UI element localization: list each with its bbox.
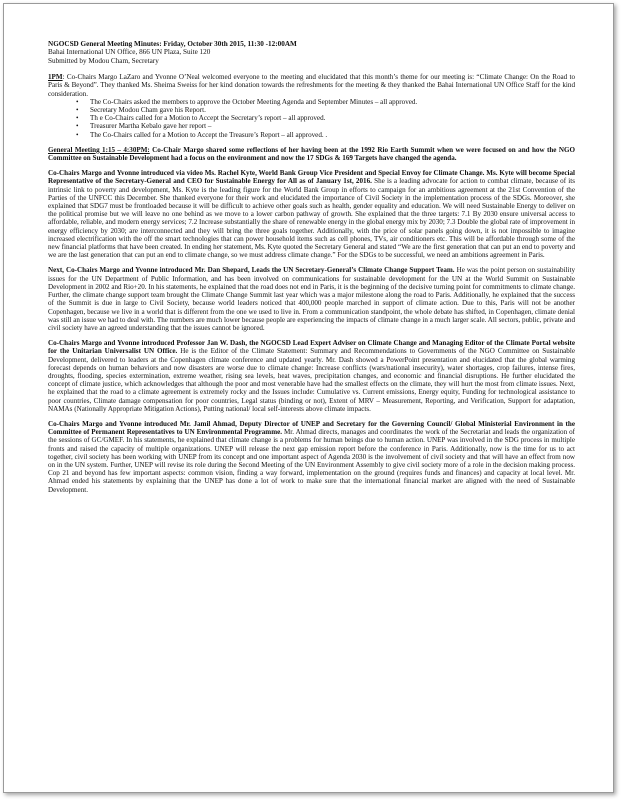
- session-1pm-paragraph: [48, 73, 575, 98]
- bullet-icon: •: [76, 130, 79, 139]
- bullet-icon: •: [76, 97, 79, 106]
- dash-section: [48, 339, 575, 413]
- ahmad-lead: Co-Chairs Margo and Yvonne introduced Mr. Jamil Ahmad, Deputy Director of UNEP and Secretary for the Governing Council/ Global Ministerial Environment in the Committee of Permanent Representatives to UN Environmental Programme.: [48, 419, 575, 437]
- list-item: • Treasurer Martha Kebalo gave her report –: [76, 122, 212, 131]
- list-item: • Th e Co-Chairs called for a Motion to Accept the Secretary’s report – all approved.: [76, 114, 326, 123]
- session-1pm-label: 1PM: [48, 73, 63, 82]
- shepard-lead: Next, Co-Chairs Margo and Yvonne introduced Mr. Dan Shepard, Leads the UN Secretary-General’s Climate Change Support Team.: [48, 266, 455, 275]
- general-meeting-paragraph: [48, 146, 575, 162]
- ahmad-body: Mr. Ahmad directs, manages and coordinates the work of the Secretariat and leads the organization of the sessions of GC/GMEF. In his statements, he explained that climate change is a problems for human beings due to human action. UNEP was involved in the SDG process in multiple fronts and raised the capacity of multiple organizations. UNEP will release the next gap emission report before the conference in Paris. Additionally, now is the time for us to act together, civil society has been working with UNEP from its concept and one important aspect of Agenda 2030 is the involvement of civil society and that will have an effect from now on in the UN system. Further, UNEP will revise its role during the Second Meeting of the UN Environment Assembly to give civil society more of a role in the decision making process. Cop 21 and beyond has few important aspects: common vision, finding a way forward, implementation on the ground (requires funds and finances) and capacity at local level. Mr. Ahmad ended his statements by explaining that the UNEP has done a lot of work to make sure that the international financial market are aligned with the need of Sustainable Development.: [48, 428, 575, 494]
- bullet-icon: •: [76, 106, 79, 115]
- ahmad-paragraph: [48, 420, 575, 494]
- general-meeting-section: [48, 146, 575, 162]
- submitted-by: Submitted by Modou Cham, Secretary: [48, 56, 159, 65]
- dash-lead: Co-Chairs Margo and Yvonne introduced Professor Jan W. Dash, the NGOCSD Lead Expert Adviser on Climate Change and Managing Editor of the Climate Portal website for the Unitarian Universalist UN Office.: [48, 339, 575, 356]
- meeting-location: Bahai International UN Office, 866 UN Plaza, Suite 120: [48, 48, 211, 57]
- dash-body: He is the Editor of the Climate Statement: Summary and Recommendations to Governments of the NGO Committee on Sustainable Development, delivered to leaders at the Copenhagen climate conference and updated yearly. Mr. Dash showed a PowerPoint presentation and elucidated that the global warming forecast depends on human behaviors and now disasters are worse due to climate change: Increase conflicts (wars/national insecurity), water shortages, crop failures, intense fires, droughts, flooding, species extermination, extreme weather, rising sea levels, heat waves, precipitation changes, and economic and financial disruptions. He further elucidated the concept of climate justice, which acknowledges that although the poor and most venerable have had the smallest effects on the climate, they will hurt the most from climate issues. Next, he explained that the road to a climate agreement is extremely rocky and the Issues include: Cumulative vs. Current emissions, Energy equity, Funding for technological assistance to poor countries, Climate damage compensation for poor countries, Legal status (binding or not), Extent of MRV – Measurement, Reporting, and Verification, Support for adaptation, NAMAs (Nationally Appropriate Mitigation Actions), Putting national/ local self-interests above climate impacts.: [48, 347, 575, 413]
- document-header: [48, 40, 575, 65]
- shepard-body: He was the point person on sustainability issues for the UN Department of Public Information, and has been involved on communications for sustainable development for the UN at the World Summit on Sustainable Development in 2002 and Rio+20. In his statements, he explained that the road does not end in Paris, it is the beginning of the decisive turning point for commitments to climate change. Further, the climate change support team brought the Climate Change Summit last year which was a major milestone along the road to Paris. Additionally, he explained that the success of the Summit is due in large to Civil Society, because world leaders noticed that 400,000 people marched in support of climate action. Due to this, Paris will not be another Copenhagen, because we live in a world that is different from the one we used to live in. From a communication standpoint, the whole debate has shifted, in Copenhagen, climate denial was still an issue we had to deal with. The numbers are much lower because people are experiencing the impacts of climate change in a much larger scale. All sectors, public, private and civil society have an agreed understanding that the issues cannot be ignored.: [48, 266, 575, 332]
- dash-paragraph: [48, 339, 575, 413]
- shepard-section: [48, 266, 575, 332]
- ahmad-section: [48, 420, 575, 494]
- list-item: • The Co-Chairs called for a Motion to Accept the Treasure’s Report – all approved. .: [76, 130, 328, 139]
- general-meeting-label: General Meeting 1:15 – 4:30PM:: [48, 145, 150, 154]
- shepard-paragraph: [48, 266, 575, 332]
- list-item: • The Co-Chairs asked the members to approve the October Meeting Agenda and September Minutes – all approved.: [76, 97, 418, 106]
- bullet-icon: •: [76, 122, 79, 131]
- bullet-icon: •: [76, 114, 79, 123]
- kyte-paragraph: [48, 169, 575, 259]
- kyte-section: [48, 169, 575, 259]
- session-1pm: [48, 73, 575, 139]
- kyte-body: She is a leading advocate for action to combat climate, because of its intrinsic link to poverty and development, Ms. Kyte is the leading figure for the World Bank Group in efforts to campaign for an ambitious agreement at the 21st Convention of the Parties of the UNFCC this December. She thanked everyone for their work and elucidated the importance of Civil Society in the implementation process of the SDGs. Moreover, she explained that SDG7 must be frontloaded because it will be difficult to achieve other goals such as health, gender equality and education. We will need Sustainable Energy to deliver on the political promise but we will leave no one behind as we move to a lower carbon pathway of growth. She explained that the three targets: 7.1 By 2030 ensure universal access to affordable, reliable, and modern energy services; 7.2 Increase substantially the share of renewable energy in the global energy mix by 2030; 7.3 Double the global rate of improvement in energy efficiency by 2030; are interconnected and they will bring the three goals together. Additionally, with the price of solar panels going down, it is not impossible to imagine increased electrification with the off the smart technologies that can power household items such as cell phones, TVs, air conditioners etc. This will be affordable through some of the new financial platforms that have been created. In ending her statement, Ms. Kyte quoted the Secretary General and stated “We are the first generation that can put an end to poverty and we are the last generation that can put an end to climate change, so we must address climate change.” For the SDGs to be successful, we need an ambitions agreement in Paris.: [48, 177, 576, 260]
- kyte-lead: Co-Chairs Margo and Yvonne introduced via video Ms. Rachel Kyte, World Bank Group Vice President and Special Envoy for Climate Change. Ms. Kyte will become Special Representative of the Secretary-General and CEO for Sustainable Energy for All as of January 1st, 2016.: [48, 169, 575, 186]
- document-page: [48, 40, 575, 494]
- list-item: • Secretary Modou Cham gave his Report.: [76, 106, 206, 115]
- agenda-list: [48, 98, 575, 139]
- general-meeting-text: Co-Chair Margo shared some reflections of her having been at the 1992 Rio Earth Summit when we were focused on and how the NGO Committee on Sustainable Development had a focus on the environment and now the 17 SDGs & 169 Targets have changed the agenda.: [48, 145, 575, 163]
- session-1pm-text: : Co-Chairs Margo LaZaro and Yvonne O’Neal welcomed everyone to the meeting and elucidated that this month’s theme for our meeting is: “Climate Change: On the Road to Paris & Beyond”. They thanked Ms. Sheima Sweiss for her kind donation towards the refreshments for the meeting & they thanked the Bahai International UN Office Staff for the kind consideration.: [48, 73, 575, 98]
- page-title: NGOCSD General Meeting Minutes: Friday, October 30th 2015, 11:30 -12:00AM: [48, 40, 297, 48]
